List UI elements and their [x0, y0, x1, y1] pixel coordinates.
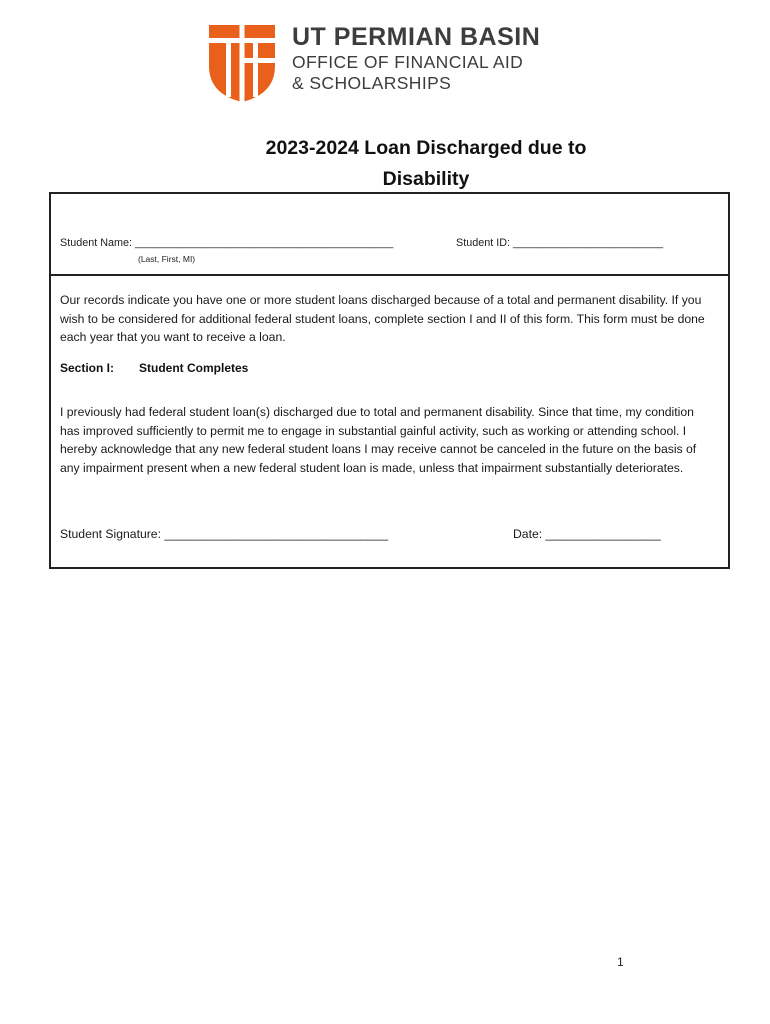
- student-name-hint: (Last, First, MI): [138, 254, 196, 264]
- form-box: [49, 192, 730, 569]
- section-title: Student Completes: [139, 361, 249, 375]
- page-number: 1: [617, 955, 624, 969]
- logo-title: UT PERMIAN BASIN: [292, 23, 541, 51]
- student-signature-field[interactable]: Student Signature: _________________________________: [60, 527, 389, 541]
- title-line-1: 2023-2024 Loan Discharged due to: [265, 137, 587, 159]
- document-title: [0, 133, 770, 195]
- date-field[interactable]: Date: _________________: [513, 527, 661, 541]
- title-line-2: Disability: [382, 168, 470, 190]
- form-divider: [51, 274, 728, 276]
- section-number: Section I:: [60, 361, 115, 375]
- section-heading: [60, 361, 248, 375]
- student-id-field[interactable]: Student ID: _________________________: [456, 237, 664, 249]
- logo-subtitle-line2: & SCHOLARSHIPS: [292, 73, 452, 93]
- intro-paragraph: Our records indicate you have one or more student loans discharged because of a total and permanent disability. If you wish to be considered for additional federal student loans, complete section I and II of this form. This form must be done each year that you want to receive a loan.: [60, 293, 705, 345]
- utpb-logo: [206, 22, 586, 106]
- student-name-field[interactable]: Student Name: ___________________________________________: [60, 237, 394, 249]
- logo-subtitle-line1: OFFICE OF FINANCIAL AID: [292, 52, 524, 72]
- statement-paragraph: I previously had federal student loan(s) discharged due to total and permanent disability. Since that time, my condition has improved sufficiently to permit me to engage in substantial gainful activity, such as working or attending school. I hereby acknowledge that any new federal student loans I may receive cannot be canceled in the future on the basis of any impairment present when a new federal student loan is made, unless that impairment substantially deteriorates.: [60, 405, 697, 475]
- utpb-logo-mark-icon: [206, 22, 278, 104]
